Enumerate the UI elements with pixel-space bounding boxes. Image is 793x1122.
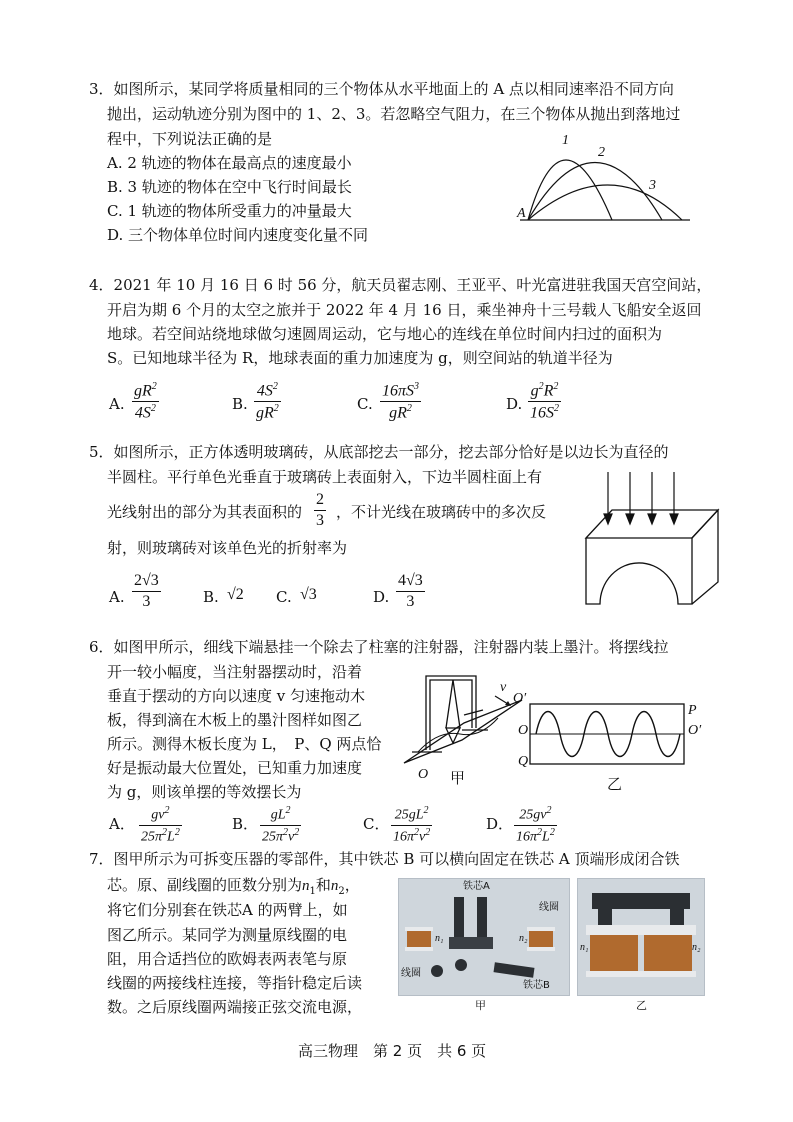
q6-fig-label-q: Q: [518, 754, 529, 769]
q5-option-d-formula: 4√3 3: [398, 572, 423, 610]
q7-photo-label-coil: 线圈: [539, 902, 559, 913]
q7-line-7: 数。之后原线圈两端接正弦交流电源，: [107, 998, 363, 1016]
q5-option-b-formula: √2: [227, 586, 244, 603]
q6-option-c-label: C．: [363, 815, 390, 833]
q6-option-a-label: A．: [109, 815, 135, 833]
q3-line-1: 3．如图所示，某同学将质量相同的三个物体从水平地面上的 A 点以相同速率沿不同方向: [89, 80, 674, 98]
q6-fig-label-o2-prime: O′: [688, 723, 702, 738]
q4-line-3: 地球。若空间站绕地球做匀速圆周运动，它与地心的连线在单位时间内扫过的面积为: [107, 325, 663, 343]
q6-option-b-label: B．: [232, 815, 259, 833]
q6-figure-jia-pendulum: [398, 668, 528, 773]
q7-photo-label-n1: n₁: [435, 933, 444, 944]
q7-photo-label-coil-2: 线圈: [401, 968, 421, 979]
q6-fig-label-o: O: [418, 767, 429, 782]
q3-label-3: 3: [649, 178, 656, 193]
q4-line-1: 4．2021 年 10 月 16 日 6 时 56 分，航天员翟志刚、王亚平、叶光富进驻我国天宫空间站，: [89, 276, 712, 294]
q6-line-6: 好是振动最大位置处，已知重力加速度: [107, 759, 363, 777]
q3-option-d: D. 三个物体单位时间内速度变化量不同: [107, 226, 369, 244]
q5-option-c-label: C.: [276, 588, 292, 606]
q5-option-c-formula: √3: [300, 586, 317, 603]
q6-option-d-label: D．: [486, 815, 514, 833]
q6-option-c-formula: $25gL^2$ $16\pi^2v^2$: [393, 805, 431, 845]
q6-fig-label-yi: 乙: [607, 775, 623, 793]
q5-line-1: 5．如图所示，正方体透明玻璃砖，从底部挖去一部分，挖去部分恰好是以边长为直径的: [89, 443, 669, 461]
q4-option-a-formula: $gR^2$ $4S^2$: [134, 381, 157, 422]
q7-line-2: 芯。原、副线圈的匝数分别为$n_1$和$n_2$，: [107, 876, 360, 897]
q7-photo-jia: [398, 878, 570, 996]
q7-line-1: 7．图甲所示为可拆变压器的零部件，其中铁芯 B 可以横向固定在铁芯 A 顶端形成闭合铁: [89, 850, 680, 868]
q7-photo-jia-caption: 甲: [475, 999, 486, 1012]
q3-option-b: B. 3 轨迹的物体在空中飞行时间最长: [107, 178, 352, 196]
q4-option-d-label: D.: [506, 395, 523, 413]
q4-option-d-formula: $g^2R^2$ $16S^2$: [530, 381, 559, 422]
q5-fraction-two-thirds: 2 3: [316, 491, 324, 529]
q6-fig-label-p: P: [688, 703, 697, 718]
q7-photo-yi: [577, 878, 705, 996]
q4-line-2: 开启为期 6 个月的太空之旅并于 2022 年 4 月 16 日，乘坐神舟十三号载人飞船安全返回: [107, 301, 702, 319]
q6-line-1: 6．如图甲所示，细线下端悬挂一个除去了柱塞的注射器，注射器内装上墨汁。将摆线拉: [89, 638, 669, 656]
q3-trajectory-figure: [510, 130, 710, 230]
q3-line-2: 抛出，运动轨迹分别为图中的 1、2、3。若忽略空气阻力，在三个物体从抛出到落地过: [107, 105, 681, 123]
q4-line-4: S。已知地球半径为 R，地球表面的重力加速度为 g，则空间站的轨道半径为: [107, 349, 613, 367]
q5-option-b-label: B.: [203, 588, 219, 606]
page-footer: 高三物理 第 2 页 共 6 页: [298, 1042, 487, 1060]
q4-option-c-formula: $16\pi S^3$ $gR^2$: [382, 381, 420, 422]
q7-line-6: 线圈的两接线柱连接，等指针稳定后读: [107, 974, 363, 992]
q7-photo-label-n2: n₂: [519, 933, 528, 944]
q3-line-3: 程中，下列说法正确的是: [107, 130, 273, 148]
q7-photo-label-n1b: n₁: [580, 942, 589, 953]
q6-option-a-formula: $gv^2$ $25\pi^2L^2$: [141, 805, 180, 845]
q6-figure-yi-wave: [528, 700, 688, 768]
q5-option-a-label: A.: [109, 588, 125, 606]
q3-option-a: A. 2 轨迹的物体在最高点的速度最小: [107, 154, 352, 172]
q7-line-5: 阻，用合适挡位的欧姆表两表笔与原: [107, 950, 348, 968]
q3-label-1: 1: [562, 133, 569, 148]
q5-option-d-label: D.: [373, 588, 390, 606]
q3-label-2: 2: [598, 145, 605, 160]
q6-fig-label-jia: 甲: [450, 769, 466, 787]
q5-glass-cube-figure: [582, 470, 722, 610]
q7-photo-label-n2b: n₂: [692, 942, 701, 953]
q4-option-c-label: C.: [357, 395, 373, 413]
q6-fig-label-v: v: [500, 680, 507, 695]
q6-fig-label-o2: O: [518, 723, 529, 738]
q4-option-b-label: B.: [232, 395, 248, 413]
q3-label-a: A: [517, 206, 526, 221]
q6-option-b-formula: $gL^2$ $25\pi^2v^2$: [262, 805, 300, 845]
q5-line-3b: ，不计光线在玻璃砖中的多次反: [336, 503, 547, 521]
q7-photo-label-core-a: 铁芯A: [463, 881, 490, 892]
q6-line-7: 为 g，则该单摆的等效摆长为: [107, 783, 302, 801]
q4-option-b-formula: $4S^2$ $gR^2$: [256, 381, 279, 422]
q6-option-d-formula: $25gv^2$ $16\pi^2L^2$: [516, 805, 555, 845]
q7-photo-yi-caption: 乙: [636, 999, 647, 1012]
q7-line-3: 将它们分别套在铁芯A 的两臂上，如: [107, 901, 348, 919]
q4-option-a-label: A.: [109, 395, 125, 413]
q5-line-2: 半圆柱。平行单色光垂直于玻璃砖上表面射入，下边半圆柱面上有: [107, 468, 543, 486]
q6-line-5: 所示。测得木板长度为 L， P、Q 两点恰: [107, 735, 382, 753]
q5-line-3a: 光线射出的部分为其表面积的: [107, 503, 303, 521]
q7-photo-label-core-b: 铁芯B: [523, 980, 550, 991]
q6-line-3: 垂直于摆动的方向以速度 v 匀速拖动木: [107, 687, 366, 705]
q3-option-c: C. 1 轨迹的物体所受重力的冲量最大: [107, 202, 352, 220]
q6-line-2: 开一较小幅度，当注射器摆动时，沿着: [107, 663, 363, 681]
q5-line-4: 射，则玻璃砖对该单色光的折射率为: [107, 539, 348, 557]
q6-fig-label-o-prime: O′: [513, 691, 527, 706]
q7-line-4: 图乙所示。某同学为测量原线圈的电: [107, 926, 348, 944]
q5-option-a-formula: 2√3 3: [134, 572, 159, 610]
q6-line-4: 板，得到滴在木板上的墨汁图样如图乙: [107, 711, 363, 729]
